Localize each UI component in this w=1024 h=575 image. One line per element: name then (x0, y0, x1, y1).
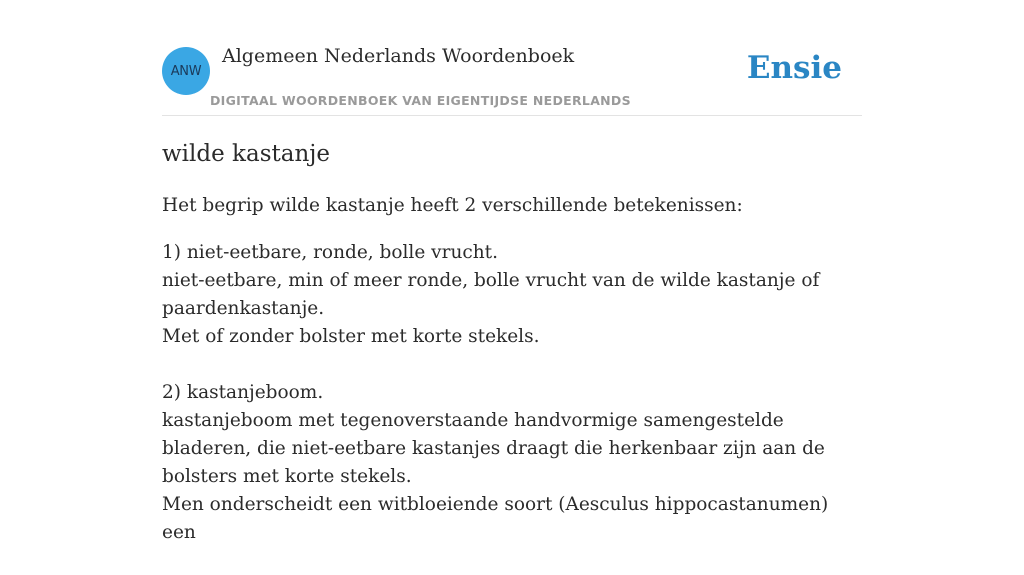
site-header (162, 0, 862, 116)
logo-text: ANW (170, 63, 202, 79)
site-subtitle: DIGITAAL WOORDENBOEK VAN EIGENTIJDSE NEDERLANDS (210, 93, 631, 108)
entry-content (162, 138, 862, 575)
meaning-note: Men onderscheidt een witbloeiende soort (Aesculus hippocastanumen) een (162, 494, 829, 543)
site-title[interactable]: Algemeen Nederlands Woordenboek (222, 45, 575, 67)
ensie-brand-link[interactable]: Ensie (746, 50, 842, 86)
meaning-definition: kastanjeboom met tegenoverstaande handvormige samengestelde bladeren, die niet-eetbare kastanjes draagt die herkenbaar zijn aan de bolsters met korte stekels. (162, 410, 825, 487)
meaning-heading: 2) kastanjeboom. (162, 382, 324, 403)
meaning-note: Met of zonder bolster met korte stekels. (162, 326, 540, 347)
meanings-list (162, 239, 862, 547)
entry-intro: Het begrip wilde kastanje heeft 2 verschillende betekenissen: (162, 195, 743, 216)
anw-logo[interactable] (162, 47, 210, 95)
meaning-heading: 1) niet-eetbare, ronde, bolle vrucht. (162, 242, 498, 263)
meaning-definition: niet-eetbare, min of meer ronde, bolle vrucht van de wilde kastanje of paardenkastanje. (162, 270, 820, 319)
page-title: wilde kastanje (162, 141, 331, 167)
meaning-item (162, 379, 862, 547)
meaning-item (162, 239, 862, 351)
